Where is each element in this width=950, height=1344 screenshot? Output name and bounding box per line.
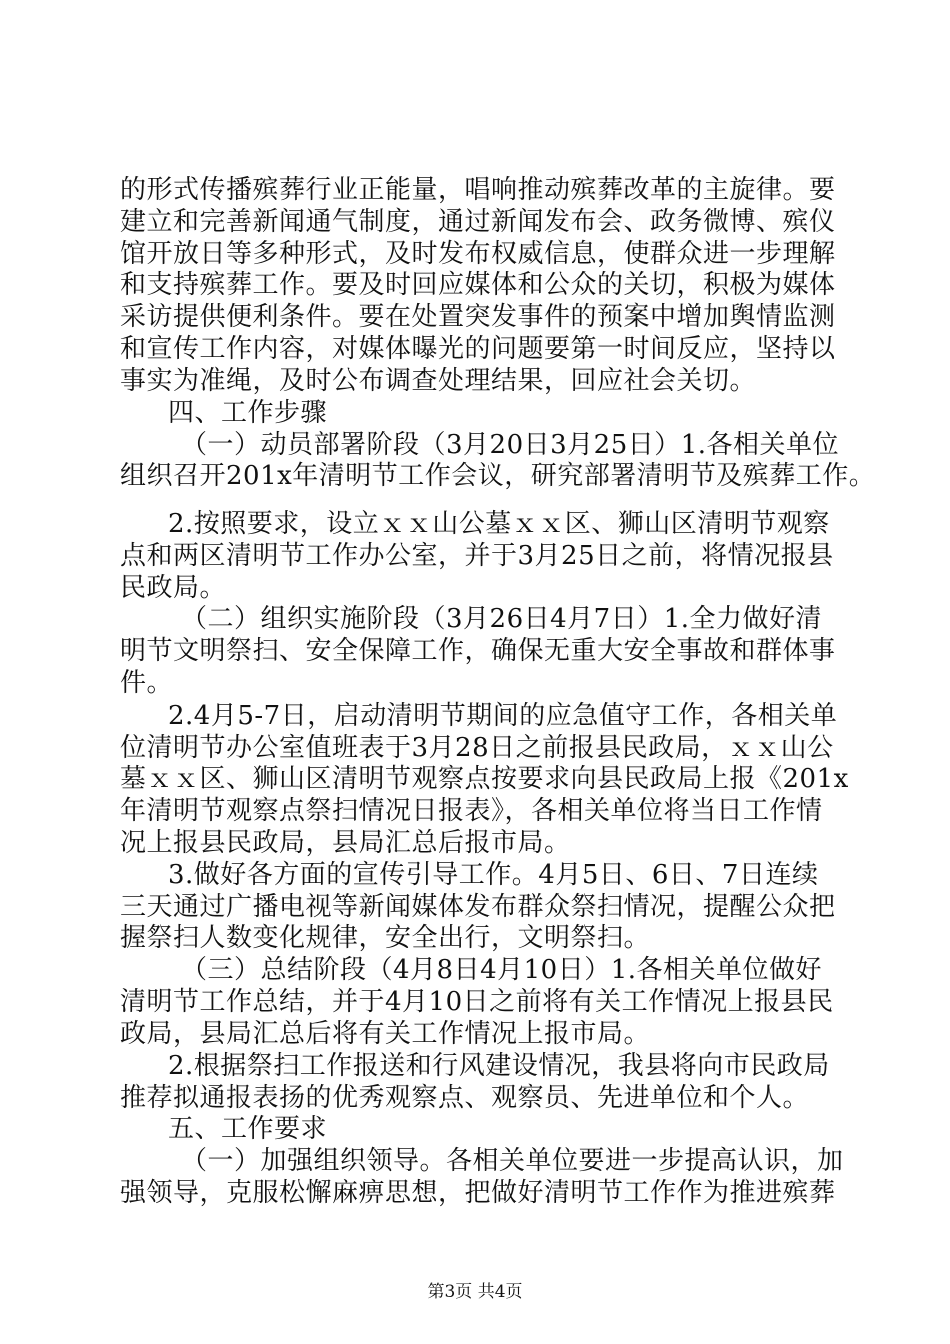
text-line: 2.根据祭扫工作报送和行风建设情况，我县将向市民政局 [168, 1051, 830, 1081]
text-line: 况上报县民政局，县局汇总后报市局。 [120, 828, 571, 858]
text-line: 墓ｘｘ区、狮山区清明节观察点按要求向县民政局上报《201x [120, 764, 849, 794]
text-line: 推荐拟通报表扬的优秀观察点、观察员、先进单位和个人。 [120, 1083, 810, 1113]
text-line: 2.4月5-7日，启动清明节期间的应急值守工作，各相关单 [168, 701, 838, 731]
text-line: 握祭扫人数变化规律，安全出行，文明祭扫。 [120, 923, 651, 953]
text-line: 四、工作步骤 [168, 398, 328, 428]
text-line: （一）加强组织领导。各相关单位要进一步提高认识，加 [181, 1146, 844, 1176]
text-line: 建立和完善新闻通气制度，通过新闻发布会、政务微博、殡仪 [120, 207, 836, 237]
text-line: 和支持殡葬工作。要及时回应媒体和公众的关切，积极为媒体 [120, 270, 836, 300]
text-line: 事实为准绳，及时公布调查处理结果，回应社会关切。 [120, 366, 757, 396]
text-line: 清明节工作总结，并于4月10日之前将有关工作情况上报县民 [120, 987, 834, 1017]
text-line: 五、工作要求 [168, 1114, 328, 1144]
text-line: 政局，县局汇总后将有关工作情况上报市局。 [120, 1019, 651, 1049]
text-line: 民政局。 [120, 573, 227, 603]
text-line: 3.做好各方面的宣传引导工作。4月5日、6日、7日连续 [168, 860, 819, 890]
text-line: 和宣传工作内容，对媒体曝光的问题要第一时间反应，坚持以 [120, 334, 836, 364]
text-line: 件。 [120, 668, 174, 698]
text-line: 明节文明祭扫、安全保障工作，确保无重大安全事故和群体事 [120, 636, 836, 666]
text-line: 采访提供便利条件。要在处置突发事件的预案中增加舆情监测 [120, 302, 836, 332]
text-line: （一）动员部署阶段（3月20日3月25日）1.各相关单位 [181, 430, 840, 460]
text-line: （三）总结阶段（4月8日4月10日）1.各相关单位做好 [181, 955, 823, 985]
text-line: 馆开放日等多种形式，及时发布权威信息，使群众进一步理解 [120, 239, 836, 269]
text-line: 点和两区清明节工作办公室，并于3月25日之前，将情况报县 [120, 541, 834, 571]
text-line: 的形式传播殡葬行业正能量，唱响推动殡葬改革的主旋律。要 [120, 175, 836, 205]
text-line: 强领导，克服松懈麻痹思想，把做好清明节工作作为推进殡葬 [120, 1178, 836, 1208]
text-line: 三天通过广播电视等新闻媒体发布群众祭扫情况，提醒公众把 [120, 892, 836, 922]
page-footer: 第3页 共4页 [427, 1282, 523, 1302]
text-line: 组织召开201x年清明节工作会议，研究部署清明节及殡葬工作。 [120, 461, 876, 491]
text-line: 2.按照要求，设立ｘｘ山公墓ｘｘ区、狮山区清明节观察 [168, 509, 830, 539]
text-line: 位清明节办公室值班表于3月28日之前报县民政局，ｘｘ山公 [120, 733, 834, 763]
text-line: （二）组织实施阶段（3月26日4月7日）1.全力做好清 [181, 604, 823, 634]
text-line: 年清明节观察点祭扫情况日报表》，各相关单位将当日工作情 [120, 796, 823, 826]
